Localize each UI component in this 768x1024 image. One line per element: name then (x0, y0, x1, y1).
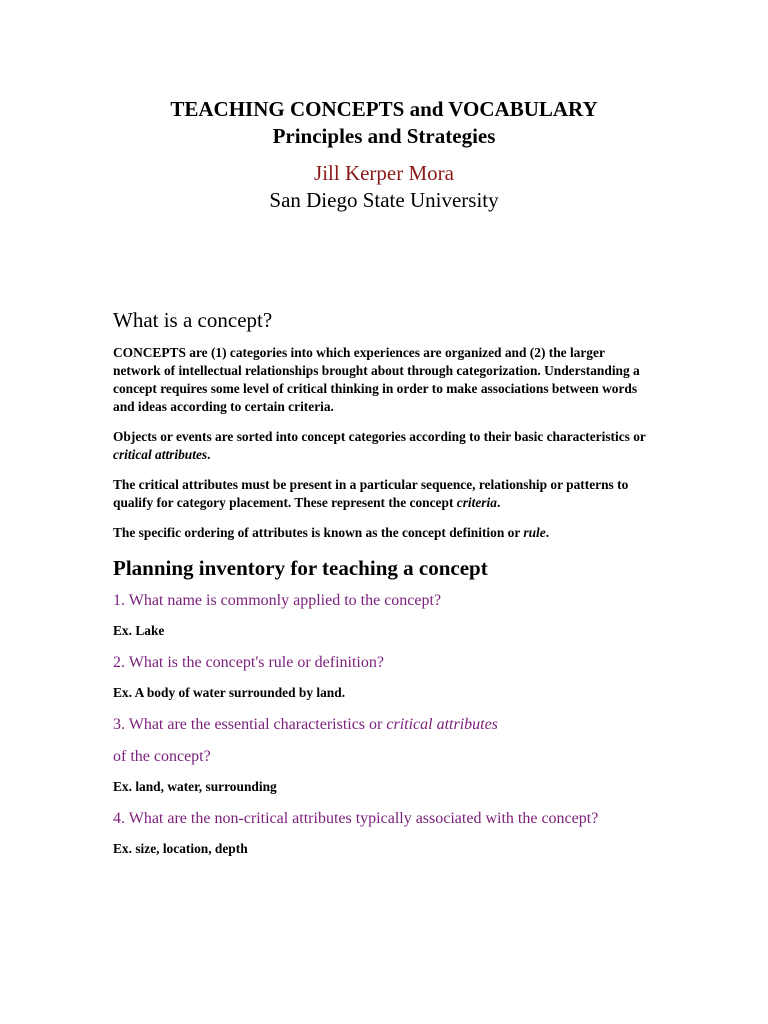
question-4: 4. What are the non-critical attributes typically associated with the concept? (113, 810, 599, 827)
example-3: Ex. land, water, surrounding (113, 779, 277, 794)
question-text: 3. What are the essential characteristics or (113, 716, 387, 733)
example-2: Ex. A body of water surrounded by land. (113, 685, 346, 700)
paragraph-text: The specific ordering of attributes is known as the concept definition or (113, 525, 524, 540)
example-4: Ex. size, location, depth (113, 841, 248, 856)
paragraph-text: . (545, 525, 550, 540)
document-header (0, 96, 768, 213)
document-body (113, 306, 653, 870)
question-3-continued: of the concept? (113, 748, 211, 765)
paragraph-ordering-rule (113, 524, 653, 542)
example-1: Ex. Lake (113, 623, 165, 638)
question-1: 1. What name is commonly applied to the concept? (113, 592, 442, 609)
paragraph-text: The critical attributes must be present in a particular sequence, relationship or patterns to qualify for category placement. These represent the concept (113, 477, 629, 510)
university-name: San Diego State University (269, 188, 499, 212)
document-subtitle: Principles and Strategies (272, 124, 496, 148)
section-heading-planning: Planning inventory for teaching a concept (113, 556, 488, 580)
paragraph-text: . (496, 495, 501, 510)
section-heading-concept: What is a concept? (113, 308, 273, 332)
paragraph-text: . (207, 447, 211, 462)
author-name: Jill Kerper Mora (314, 161, 454, 185)
question-3 (113, 714, 653, 736)
paragraph-critical-attributes (113, 476, 653, 512)
emphasis-criteria: criteria (456, 495, 497, 510)
question-2: 2. What is the concept's rule or definition? (113, 654, 384, 671)
emphasis-critical-attributes: critical attributes (113, 447, 208, 462)
document-title: TEACHING CONCEPTS and VOCABULARY (170, 97, 598, 121)
paragraph-objects-sorted (113, 428, 653, 464)
paragraph-concepts-definition: CONCEPTS are (1) categories into which experiences are organized and (2) the larger network of intellectual relationships brought about through categorization. Understanding a concept requires some level of critical thinking in order to make associations between words and ideas according to certain criteria. (113, 345, 640, 414)
paragraph-text: Objects or events are sorted into concept categories according to their basic characteristics or (113, 429, 646, 444)
emphasis-rule: rule (523, 525, 546, 540)
emphasis-critical-attributes-question: critical attributes (386, 716, 498, 733)
